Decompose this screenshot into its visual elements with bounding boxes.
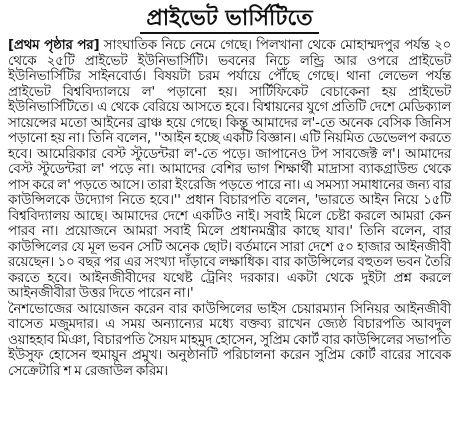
paragraph-2 [8,302,451,380]
paragraph-1-text: সাংঘাতিক নিচে নেমে গেছে। পিলখানা থেকে মোহাম্মদপুর পর্যন্ত ২০ থেকে ২৫টি প্রাইভেট ইউনিভার্সিটি। ভবনের নিচে লন্ড্রি আর ওপরে প্রাইভেট ইউনিভার্সিটির সাইনবোর্ড। বিষয়টা চরম পর্যায়ে পৌঁছে গেছে। থানা লেভেল পর্যন্ত প্রাইভেট বিশ্ববিদ্যালয়ে ল' পড়ানো হয়। সার্টিফিকেট বেচাকেনা হয় প্রাইভেট ইউনিভার্সিটিতে। এ থেকে বেরিয়ে আসতে হবে। বিশ্বায়নের যুগে প্রতিটি দেশে মেডিক্যাল সায়েন্সের মতো আইনের ব্রাঞ্চ হয়ে গেছে। কিন্তু আমাদের ল'-তে অনেক বেসিক জিনিস পড়ানো হয় না। তিনি বলেন, ''আইন হচ্ছে একটি বিজ্ঞান। এটি নিয়মিত ডেভেলপ করতে হবে। আমেরিকার বেস্ট স্টুডেন্টরা ল'-তে পড়ে। জাপানেও টপ সাবজেক্ট ল'। আমাদের বেস্ট স্টুডেন্টরা ল' পড়ে না। আমাদের বেশির ভাগ শিক্ষার্থী মাদ্রাসা ব্যাকগ্রাউন্ড থেকে পাস করে ল' পড়তে আসে। তারা ইংরেজি পড়তে পারে না। এ সমস্যা সমাধানের জন্য বার কাউন্সিলকে উদ্যোগ নিতে হবে।'' প্রধান বিচারপতি বলেন, 'ভারতে আইন নিয়ে ১৫টি বিশ্ববিদ্যালয় আছে। আমাদের দেশে একটিও নাই। সবাই মিলে চেষ্টা করলে আমরা কেন পারব না। প্রয়োজনে আমরা সবাই মিলে প্রধানমন্ত্রীর কাছে যাব।' তিনি বলেন, বার কাউন্সিলের যে মূল ভবন সেটি অনেক ছোট। বর্তমানে সারা দেশে ৫০ হাজার আইনজীবী রয়েছেন। ১০ বছর পর এর সংখ্যা দাঁড়াবে লক্ষাধিক। বার কাউন্সিলের বহুতল ভবন তৈরি করতে হবে। আইনজীবীদের যথেষ্ট ট্রেনিং দরকার। একটা থেকে দুইটা প্রশ্ন করলে আইনজীবীরা উত্তর দিতে পারেন না।' [8,38,451,301]
continuation-tag: [প্রথম পৃষ্ঠার পর] [8,38,100,53]
headline-container [8,6,451,34]
article-body [8,38,451,379]
headline: প্রাইভেট ভার্সিটিতে [140,6,318,34]
paragraph-2-text: নৈশভোজের আয়োজন করেন বার কাউন্সিলের ভাইস চেয়ারম্যান সিনিয়র আইনজীবী বাসেত মজুমদার। এ সময় অন্যান্যের মধ্যে বক্তব্য রাখেন জ্যেষ্ঠ বিচারপতি আবদুল ওয়াহহাব মিঞা, বিচারপতি সৈয়দ মাহমুদ হোসেন, সুপ্রিম কোর্ট বার কাউন্সিলের সভাপতি ইউসুফ হোসেন হুমায়ুন প্রমুখ। অনুষ্ঠানটি পরিচালনা করেন সুপ্রিম কোর্ট বারের সাবেক সেক্রেটারি শ ম রেজাউল করিম। [8,301,451,379]
paragraph-1 [8,38,451,302]
